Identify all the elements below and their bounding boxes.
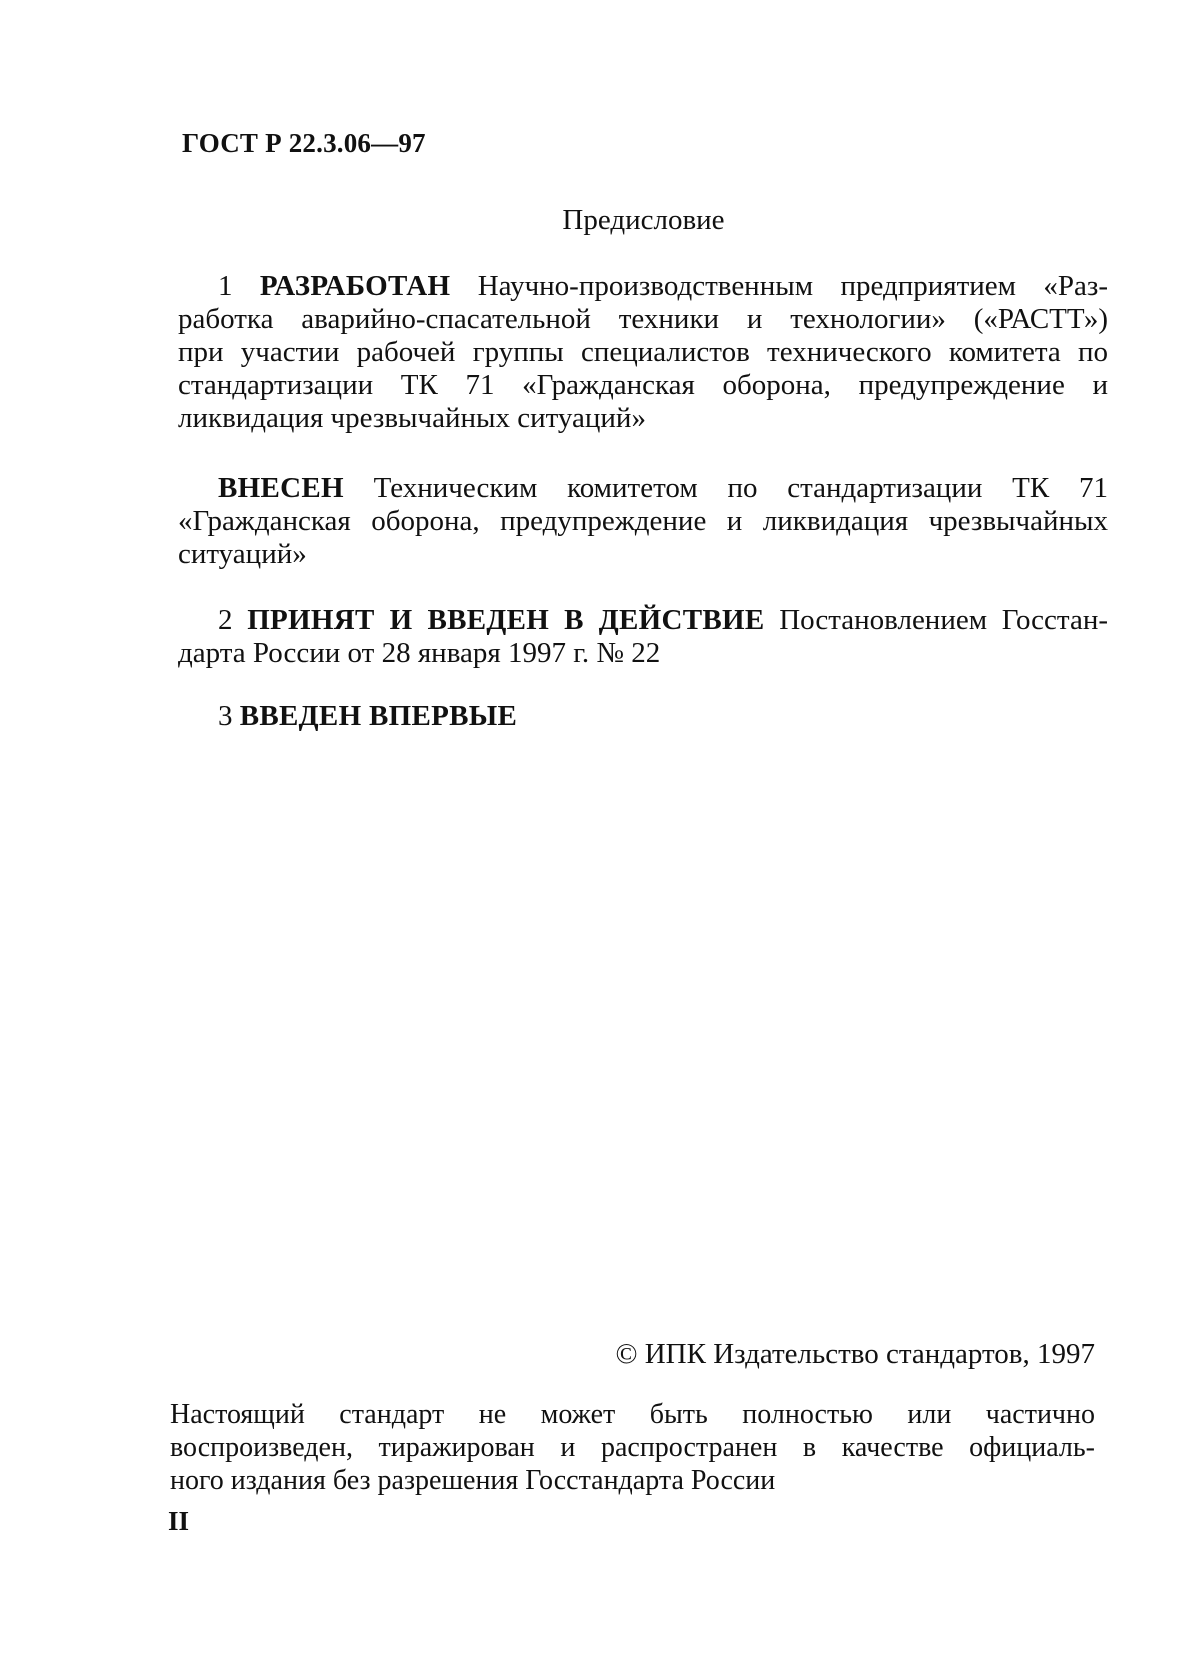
section-adopted	[178, 604, 1108, 670]
section-line: ситуаций»	[178, 538, 307, 570]
section-line	[178, 604, 1108, 637]
section-line: «Гражданская оборона, предупреждение и ликвидация чрезвычайных	[178, 505, 1108, 537]
section-number: 1	[218, 270, 233, 302]
section-heading: ВВЕДЕН ВПЕРВЫЕ	[239, 700, 518, 732]
section-line: ликвидация чрезвычайных ситуаций»	[178, 402, 646, 434]
section-introduced	[178, 700, 1108, 733]
section-heading: ПРИНЯТ И ВВЕДЕН В ДЕЙСТВИЕ	[247, 604, 765, 636]
page-title: Предисловие	[562, 204, 725, 236]
section-line	[178, 270, 1108, 303]
section-number: 3	[218, 700, 233, 732]
section-heading: ВНЕСЕН	[218, 472, 344, 504]
section-line: стандартизации ТК 71 «Гражданская оборона, предупреждение и	[178, 369, 1108, 401]
section-line: дарта России от 28 января 1997 г. № 22	[178, 637, 661, 669]
notice-line	[170, 1398, 1095, 1431]
section-submitted	[178, 472, 1108, 571]
section-line: при участии рабочей группы специалистов технического комитета по	[178, 336, 1108, 368]
section-text: Техническим комитетом по стандартизации ТК 71	[373, 472, 1108, 504]
section-heading: РАЗРАБОТАН	[259, 270, 451, 302]
section-text: Научно-производственным предприятием «Раз-	[477, 270, 1109, 302]
section-text: Постановлением Госстан-	[779, 604, 1109, 636]
section-line	[178, 700, 1108, 733]
section-developed	[178, 270, 1108, 435]
copyright-line: © ИПК Издательство стандартов, 1997	[615, 1338, 1095, 1370]
page-number: II	[168, 1506, 190, 1536]
section-number: 2	[218, 604, 233, 636]
notice-line: воспроизведен, тиражирован и распространен в качестве официаль-	[170, 1432, 1095, 1463]
section-line: работка аварийно-спасательной техники и технологии» («РАСТТ»)	[178, 303, 1108, 335]
section-line	[178, 472, 1108, 505]
notice-text: Настоящий стандарт не может быть полностью или частично	[170, 1399, 1095, 1430]
standard-code: ГОСТ Р 22.3.06—97	[182, 128, 426, 158]
reproduction-notice	[170, 1398, 1095, 1497]
notice-line: ного издания без разрешения Госстандарта России	[170, 1465, 776, 1496]
